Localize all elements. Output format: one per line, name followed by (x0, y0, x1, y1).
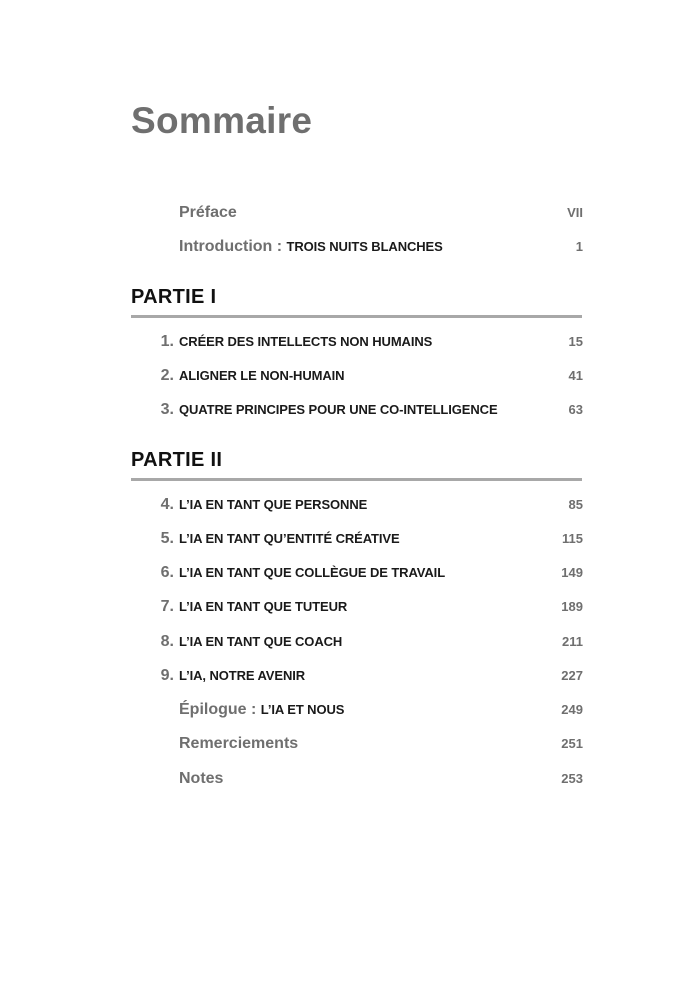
toc-entry-chapter-4[interactable] (131, 496, 583, 522)
chapter-title: L’IA EN TANT QUE COLLÈGUE DE TRAVAIL (179, 565, 446, 580)
chapter-title: L’IA EN TANT QUE COACH (179, 634, 343, 649)
chapter-title: L’IA EN TANT QU’ENTITÉ CRÉATIVE (179, 531, 400, 546)
entry-page-number: 85 (568, 497, 583, 512)
toc-entry-chapter-8[interactable] (131, 633, 583, 659)
entry-subtitle: TROIS NUITS BLANCHES (286, 239, 443, 254)
entry-label (179, 770, 543, 788)
toc-entry-notes[interactable] (131, 770, 583, 796)
chapter-title: ALIGNER LE NON-HUMAIN (179, 368, 345, 383)
chapter-title: L’IA EN TANT QUE TUTEUR (179, 599, 348, 614)
chapter-number: 6. (160, 564, 174, 581)
entry-page-number: 211 (562, 634, 583, 649)
toc-entry-chapter-5[interactable] (131, 530, 583, 556)
chapter-number: 7. (160, 598, 174, 615)
entry-subtitle: L’IA ET NOUS (260, 702, 345, 717)
toc-entry-chapter-1[interactable] (131, 333, 583, 359)
chapter-title: L’IA, NOTRE AVENIR (179, 668, 306, 683)
chapter-number: 1. (160, 333, 174, 350)
toc-entry-epilogue[interactable] (131, 701, 583, 727)
entry-label (179, 735, 543, 753)
entry-page-number: 115 (562, 531, 583, 546)
chapter-number: 3. (160, 401, 174, 418)
toc-entry-chapter-6[interactable] (131, 564, 583, 590)
chapter-title: L’IA EN TANT QUE PERSONNE (179, 497, 368, 512)
entry-main-title: Notes (179, 770, 224, 787)
chapter-number: 2. (160, 367, 174, 384)
chapter-number: 4. (160, 496, 174, 513)
entry-page-number: 249 (561, 702, 583, 717)
toc-entry-chapter-7[interactable] (131, 598, 583, 624)
chapter-number: 9. (160, 667, 174, 684)
chapter-title: QUATRE PRINCIPES POUR UNE CO-INTELLIGENCE (179, 402, 498, 417)
entry-page-number: 189 (561, 599, 583, 614)
entry-main-title: Épilogue : (179, 701, 261, 718)
toc-entry-introduction[interactable] (131, 238, 583, 264)
toc-entry-chapter-3[interactable] (131, 401, 583, 427)
chapter-number: 5. (160, 530, 174, 547)
toc-entry-preface[interactable] (131, 204, 583, 230)
entry-page-number: 227 (561, 668, 583, 683)
entry-main-title: Remerciements (179, 735, 299, 752)
entry-page-number: 251 (561, 736, 583, 751)
toc-entry-remerciements[interactable] (131, 735, 583, 761)
entry-page-number: 63 (568, 402, 583, 417)
entry-page-number: 1 (575, 239, 583, 254)
entry-label (179, 238, 543, 256)
chapter-title: CRÉER DES INTELLECTS NON HUMAINS (179, 334, 433, 349)
entry-label (179, 204, 543, 222)
chapter-number: 8. (160, 633, 174, 650)
entry-page-number: VII (567, 205, 583, 220)
part-heading-1: PARTIE I (131, 286, 582, 318)
entry-page-number: 253 (561, 771, 583, 786)
entry-main-title: Introduction : (179, 238, 287, 255)
toc-entry-chapter-2[interactable] (131, 367, 583, 393)
toc-entry-chapter-9[interactable] (131, 667, 583, 693)
part-heading-2: PARTIE II (131, 449, 582, 481)
entry-page-number: 15 (568, 334, 583, 349)
entry-page-number: 41 (568, 368, 583, 383)
entry-page-number: 149 (561, 565, 583, 580)
entry-label (179, 701, 543, 719)
page-title: Sommaire (131, 100, 313, 141)
entry-main-title: Préface (179, 204, 237, 221)
